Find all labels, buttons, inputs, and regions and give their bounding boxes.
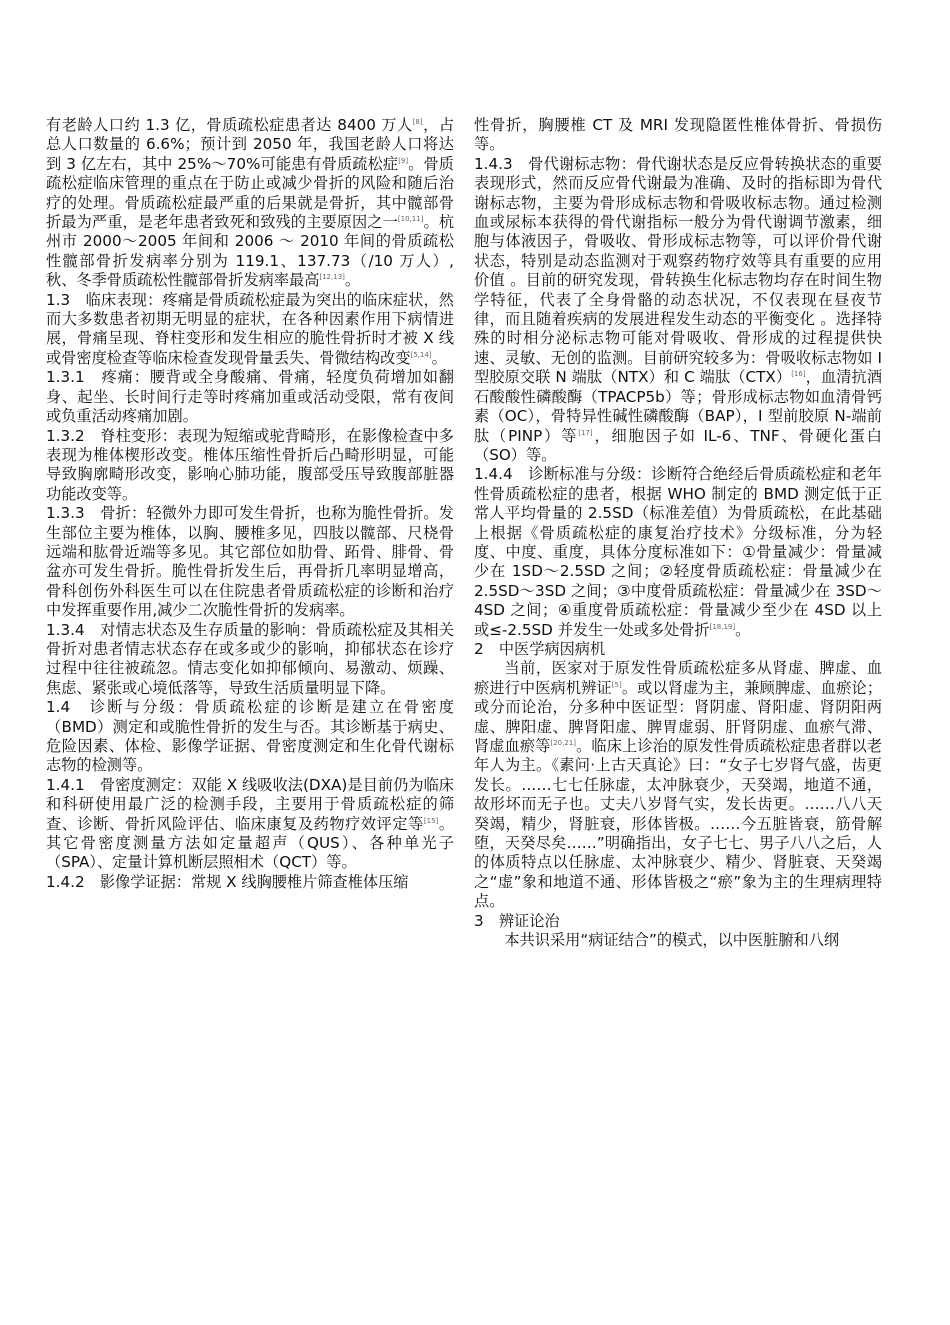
text-run: 1.4 诊断与分级：骨质疏松症的诊断是建立在骨密度（BMD）测定和或脆性骨折的发生与否。其诊断基于病史、危险因素、体检、影像学证据、骨密度测定和生化骨代谢标志物的检测等。 [46,698,454,775]
text-run: 有老龄人口约 1.3 亿，骨质疏松症患者达 8400 万人 [46,116,413,134]
citation-ref: [8] [412,118,423,126]
paragraph [46,368,454,426]
text-run: 1.4.3 骨代谢标志物：骨代谢状态是反应骨转换状态的重要表现形式，然而反应骨代谢最为准确、及时的指标即为骨代谢标志物，主要为骨形成标志物和骨吸收标志物。通过检测血或尿标本获得的骨代谢指标一般分为骨代谢调节激素，细胞与体液因子，骨吸收、骨形成标志物等，可以评价骨代谢状态，特别是动态监测对于观察药物疗效等具有重要的应用价值 。目前的研究发现，骨转换生化标志物均存在时间生物学特征，代表了全身骨骼的动态状况，不仅表现在昼夜节律，而且随着疾病的发展进程发生动态的平衡变化 。选择特殊的时相分泌标志物可能对骨吸收、骨形成的过程提供快速、灵敏、无创的监测。目前研究较多为：骨吸收标志物如 Ⅰ 型胶原交联 N 端肽（NTX）和 C 端肽（CTX） [474,154,882,387]
paragraph [46,116,454,291]
text-run: 本共识采用“病证结合”的模式，以中医脏腑和八纲 [504,931,840,950]
text-run: 1.3.3 骨折：轻微外力即可发生骨折，也称为脆性骨折。发生部位主要为椎体，以胸、腰椎多见，四肢以髋部、尺桡骨远端和肱骨近端等多见。其它部位如肋骨、跖骨、腓骨、骨盆亦可发生骨折。脆性骨折发生后，再骨折几率明显增高，骨科创伤外科医生可以在住院患者骨质疏松症的诊断和治疗中发挥重要作用,减少二次脆性骨折的发病率。 [46,504,454,620]
paragraph [46,621,454,699]
text-run: 。 [344,271,361,290]
text-run: 。或以肾虚为主，兼顾脾虚、血瘀论；或分而论治，分多种中医证型：肾阴虚、肾阳虚、肾阴阳两虚、脾阳虚、脾肾阳虚、脾胃虚弱、肝肾阴虚、血瘀气滞、肾虚血瘀等 [474,678,883,755]
paragraph [46,873,454,892]
text-run: 。 [431,348,447,367]
text-run: 3 辨证论治 [474,911,560,930]
paragraph [474,116,882,155]
citation-ref: [18,19] [709,622,736,631]
paragraph [46,291,454,369]
text-run: ，血清抗酒石酸酸性磷酸酶（TPACP5b）等；骨形成标志物如血清骨钙素（OC），骨特异性碱性磷酸酶（BAP），Ⅰ 型前胶原 N-端前肽（PINP）等 [474,368,883,445]
paragraph [46,776,454,873]
paragraph [474,659,882,911]
text-run: 1.4.1 骨密度测定：双能 X 线吸收法(DXA)是目前仍为临床和科研使用最广泛的检测手段，主要用于骨质疏松症的筛查、诊断、骨折风险评估、临床康复及药物疗效评定等 [46,775,454,833]
text-run: 。 [735,620,751,639]
citation-ref: [5,14] [410,350,432,359]
text-run: 1.3 临床表现：疼痛是骨质疏松症最为突出的临床症状，然而大多数患者初期无明显的症状，在各种因素作用下病情进展，骨痛呈现、脊柱变形和发生相应的脆性骨折时才被 X 线或骨密度检查等临床检查发现骨量丢失、骨微结构改变 [46,290,454,367]
text-run: 当前，医家对于原发性骨质疏松症多从肾虚、脾虚、血瘀进行中医病机辨证 [474,659,882,697]
right-column [474,116,882,950]
text-run: 。临床上诊治的原发性骨质疏松症患者群以老年人为主。《素问·上古天真论》曰：“女子七岁肾气盛，齿更发长。……七七任脉虚，太冲脉衰少，天癸竭，地道不通，故形坏而无子也。丈夫八岁肾气实，发长齿更。……八八天癸竭，精少，肾脏衰，形体皆极。……今五脏皆衰，筋骨解堕，天癸尽矣……”明确指出，女子七七、男子八八之后，人的体质特点以任脉虚、太冲脉衰少、精少、肾脏衰、天癸竭之“虚”象和地道不通、形体皆极之“瘀”象为主的生理病理特点。 [474,737,883,911]
text-run: 。骨质疏松症临床管理的重点在于防止或减少骨折的风险和随后治疗的处理。骨质疏松症最严重的后果就是骨折，其中髋部骨折最为严重，是老年患者致死和致残的主要原因之一 [46,154,454,232]
text-run: 2 中医学病因病机 [474,639,606,658]
citation-ref: [9] [398,156,409,165]
paragraph [46,504,454,620]
paragraph [474,912,882,931]
paragraph [474,931,882,950]
text-run: 1.3.4 对情志状态及生存质量的影响：骨质疏松症及其相关骨折对患者情志状态存在或多或少的影响，抑郁状态在诊疗过程中往往被疏忽。情志变化如抑郁倾向、易激动、烦躁、焦虑、紧张或心境低落等，导致生活质量明显下降。 [46,620,454,697]
left-column [46,116,454,892]
citation-ref: [15] [423,816,439,825]
text-run: 1.3.2 脊柱变形：表现为短缩或驼背畸形，在影像检查中多表现为椎体楔形改变。椎体压缩性骨折后凸畸形明显，可能导致胸廓畸形改变，影响心肺功能，腹部受压导致腹部脏器功能改变等。 [46,426,454,503]
citation-ref: [17] [578,428,593,437]
paragraph [46,698,454,776]
text-run: 。其它骨密度测量方法如定量超声（QUS）、各种单光子（SPA）、定量计算机断层照相术（QCT）等。 [46,814,455,872]
paragraph [474,465,882,640]
paragraph [474,155,882,466]
paragraph [474,640,882,659]
citation-ref: [10,11] [397,215,424,224]
text-run: ，占总人口数量的 6.6%；预计到 2050 年，我国老龄人口将达到 3 亿左右，其中 25%～70%可能患有骨质疏松症 [46,116,455,173]
text-run: ，细胞因子如 IL-6、TNF、骨硬化蛋白（SO）等。 [474,426,882,464]
citation-ref: [5] [611,680,622,689]
paragraph [46,427,454,505]
citation-ref: [20,21] [550,739,577,747]
citation-ref: [16] [791,370,806,379]
citation-ref: [12,13] [319,273,345,282]
text-run: 1.4.2 影像学证据：常规 X 线胸腰椎片筛查椎体压缩 [46,872,409,891]
text-run: 。杭州市 2000～2005 年间和 2006 ～ 2010 年间的骨质疏松性髋部骨折发病率分别为 119.1、137.73（/10 万人）,秋、冬季骨质疏松性髋部骨折发病率最高 [46,213,455,290]
text-run: 1.4.4 诊断标准与分级：诊断符合绝经后骨质疏松症和老年性骨质疏松症的患者，根据 WHO 制定的 BMD 测定低于正常人平均骨量的 2.5SD（标准差值）为骨质疏松，在此基础上根据《骨质疏松症的康复治疗技术》分级标准，分为轻度、中度、重度，具体分度标准如下：①骨量减少：骨量减少在 1SD～2.5SD 之间；②轻度骨质疏松症：骨量减少在 2.5SD～3SD 之间；③中度骨质疏松症：骨量减少在 3SD～4SD 之间；④重度骨质疏松症：骨量减少至少在 4SD 以上或≤-2.5SD 并发生一处或多处骨折 [474,465,882,639]
text-run: 性骨折，胸腰椎 CT 及 MRI 发现隐匿性椎体骨折、骨损伤等。 [474,116,882,154]
text-run: 1.3.1 疼痛：腰背或全身酸痛、骨痛，轻度负荷增加如翻身、起坐、长时间行走等时疼痛加重或活动受限，常有夜间或负重活动疼痛加剧。 [46,368,454,426]
